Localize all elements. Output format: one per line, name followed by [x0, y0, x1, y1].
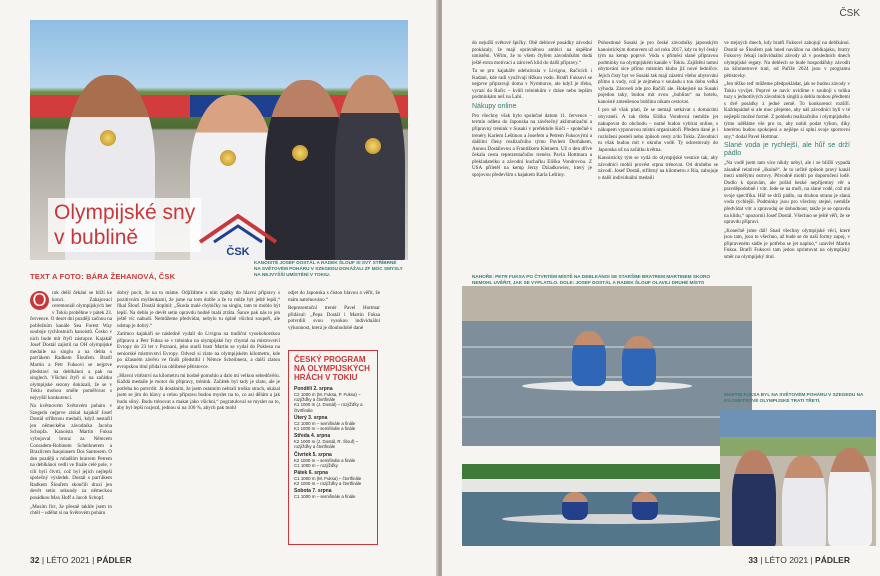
schedule-day: Pondělí 2. srpna [294, 386, 333, 392]
paragraph: „Na vodě jsem tam více nikdy nebyl, ale i se bližší vypadá zásadně relativně „školně“. Je to určitě způsob pravý kanál mezi umělými ostrovy. Původně mohli po doporučení lodě. Dodlo k úpravám, ale pořád hezké nepřijemný věr a pravděpodobně i vítr. Jede se na moři, na slané vodě, což má svoje specifika. Hůř se drží pádlo, na druhou stranu je slaná voda rychlejší. Podmínky jsou pro všechny stejné, nemůže předvídat vítr a zpravodaj se dohodnout, takže je se opravdu na klidu,“ upozornil Josef Dostál. Všechno se ještě věří, že se opravdu připraví. [724, 160, 850, 226]
paragraph: rok delší čekání se blíží ke konci. Zahajovací ceremoniál olympijských her v Tokiu proběhne v pátek 23. července. O deset dní později začnou na pobřežním kanále Sea Forest Way souboje rychlostních kanoistů. Česko v nich bude mít čtyři zástupce. Kajakář Josef Dostál zajistil na OH olympijské medaile na singlu a na debla s parťákem Radkem Šloufem. Bratři Martin a Petr Fuksovi se nejprve představí na deblkánoi a pak na singlech. Všichni čtyři si na začátku olympijské sezony dokázali, že se v Tokiu mohou směle poměřovat s nejvyšší konkurencí. [30, 290, 112, 401]
section-tag: ČSK [839, 8, 860, 19]
schedule-days [294, 386, 372, 500]
water-ripple [462, 416, 752, 418]
right-page [442, 0, 880, 576]
subheading: Nákupy online [472, 102, 517, 110]
issue-label: LÉTO 2021 [46, 555, 90, 565]
paragraph: dobrý pocit, že na to máme. Odjíždíme s ním zpátky do hlavní přípravy s pozitivním myšlenkami, že jsme na tom dobře a že to může být ještě lepší,“ říkal Šlouf. Dostál doplnil: „Škoda malé chybičky na singlu, tam to mohlo být lepší. Na deblu je devět setin opravdu hodně malá ztráta. Šance pak nás to jen ještě víc nabudí. Nemůžeme předvídat, nebylo tu úplně všichni soupeři, ale odstup je dobrý.“ [117, 290, 280, 329]
medal-icon [365, 138, 381, 154]
paragraph: do nejužší světové špičky. Obě deblové posádky závodní prokázaly, že mají oprávněnou ambici na úspěšné umístění. Věřím, že to všem čtyřem závodníkům dodá ještě extra motivaci a zároveň klid do další přípravy.“ [472, 40, 592, 66]
water-ripple [462, 346, 752, 348]
schedule-day: Čtvrtek 5. srpna [294, 451, 332, 458]
schedule-event: K2 1000 m – rozjížďky a čtvrtfinále [294, 481, 362, 487]
subheading: Slané voda je rychlejší, ale hůř se drží pádlo [724, 142, 850, 158]
kayak-photo [462, 464, 752, 546]
schedule-day: Úterý 3. srpna [294, 414, 328, 421]
schedule-day: Pátek 6. srpna [294, 470, 328, 477]
athlete-figure [782, 455, 826, 546]
paddler-figure [562, 492, 588, 520]
paragraph: Ta se pro kajakáře odehrávala v Livignu, Račicích i Kadani, kde radi využívají těžkou vodu. Bratři Fuksovi se nejprve připravují doma v Nymburce, ale když je třeba, vyrazí do Račic – kvůli tréninkům v dráze nebo lepším podmínkám než na Labi. [472, 68, 592, 101]
schedule-event: C2 1000 m – semifinále a finále [294, 420, 356, 426]
page-folio-right: 33 | LÉTO 2021 | PÁDLER [748, 555, 850, 565]
headline-line: Olympijské sny [54, 201, 196, 224]
article-headline [48, 198, 201, 252]
medal-icon [292, 145, 308, 161]
athlete-figure [732, 450, 776, 546]
article-column-r1 [472, 40, 592, 260]
paddler-figure [622, 336, 656, 386]
water-ripple [462, 376, 752, 378]
page-number: 33 [748, 555, 758, 565]
article-column-2 [117, 290, 280, 552]
page-folio-left: 32 | LÉTO 2021 | PÁDLER [30, 555, 132, 565]
photo-caption: MARTIN FUKSA BYL NA SVĚTOVÉM POHÁRU V SZEGEDU NA KILOMETROVÉ OLYMPIJSKÉ TRATI TŘETÍ. [724, 392, 864, 403]
photo-caption: NAHOŘE: PETR FUKSA PO ČTVRTÉM MÍSTĚ NA DEBLKÁNOI SE STARŠÍMI BRATREM MARTINEM SKORO NEMOHL UVĚŘIT, JAK SE VYPLATILO. DOLE: JOSEF DOSTÁL A RADEK ŠLOUF OLAVILI DRUHÉ MÍSTO [472, 274, 711, 285]
paragraph: ve stejných dnech, kdy bratři Fuksovi zabojují na deblkánoi. Dostál se Šloufem pak hned navážou na deblkajaku, bratry Fuksovy čekají individuální závody až v posledních dnech olympijské regaty. Na deblech se bude hospodářsky závodit na kilometrové trati, od Paříže 2024 jsou v programu pětistovky. [724, 40, 850, 79]
paragraph: Zatímco kajakáři se následně vydali do Livigna na tradiční vysokohorskou přípravu a Petr Fuksa se v tréninku na olympijské hry chystal na mistrovství Evropy do 23 let v Poznani, jeho starší bratr Martin se vydal do Poklesu na seniorské mistrovství Evropy. Odvezl si zlato na olympijském kilometru, kde po úžasném závěru ve finiši předstihl i Němce Scheibnera, a další zlatou evropskou titul přidal na oblíbené pětistovce. [117, 331, 280, 371]
schedule-event: C2 1000 m (M. Fuksa, P. Fuksa) – rozjížďky a čtvrtfinále [294, 392, 361, 403]
schedule-event: C1 1000 m – rozjížďky [294, 462, 338, 468]
schedule-title: ČESKÝ PROGRAM NA OLYMPIJSKÝCH HRÁCH V TOKIU [294, 355, 370, 382]
csk-logo-icon [196, 212, 280, 258]
magazine-name: PÁDLER [815, 555, 850, 565]
dropcap: O [30, 291, 49, 310]
magazine-name: PÁDLER [96, 555, 132, 565]
byline: TEXT A FOTO: BÁRA ŽEHANOVÁ, ČSK [30, 272, 176, 281]
paragraph: Pohostinné Susaki je pro české závodníky japonským kanoistickým domovem už od roku 2017, kdy tu byl český tým na kemp poprvé. Voda s příměsí slané přípravou podmínky na olympijském kanále v Tokiu. Zajištění tamní ubytování sice přímo místním klubu již nové ledničce. Jejich čistý byt ve Susaki tak mají zázemí všeho ubytování přímo u vody, což je zejména v souladu s tou dobu velká výhoda. Zároveň zde pro Račičí ale. Hokejisté na Susaki pojedou taky, budou mít svou „bublinu“ na hotelu, kanoisté zmenšenou bublinu nikam cestovat. [598, 40, 718, 105]
article-column-3 [288, 290, 380, 346]
medal-icon [100, 130, 116, 146]
race-photo [462, 286, 752, 446]
paragraph: „Musím říct, že přesně takhle jsem to chtěl – udělat si na Světovém poháru [30, 503, 112, 517]
paddler-figure [572, 331, 606, 386]
left-page [0, 0, 438, 576]
schedule-box [288, 350, 378, 545]
athlete-figure [828, 448, 872, 546]
celebration-photo [720, 410, 876, 546]
page-number: 32 [30, 555, 40, 565]
paragraph: Reprezentační trenér Pavel Hottmar přidával: „Pepa Dostál i Martin Fuksa potvrdili svou vysokou individuální výkonnost, která je dlouhodobě dané [288, 305, 380, 331]
paddler-figure [632, 492, 658, 520]
athlete-figure [335, 75, 405, 260]
schedule-event: C1 1000 m – semifinále a finále [294, 494, 356, 500]
medal-icon [220, 150, 236, 166]
schedule-event: K2 1000 m (J. Dostál, R. Šlouf) – rozjížďky a čtvrtfinále [294, 439, 359, 450]
canoe-icon [522, 381, 692, 391]
headline-line: v bublině [54, 226, 139, 249]
article-column-1 [30, 290, 112, 552]
paragraph: „Jen těžko teď můžeme předpokládat, jak se budou závody v Tokiu vyvíjet. Poprvé se navíc uvidíme v souboji s tolika tuzy s jednotlivých závodních singlů a debla mohou předtemi s dvě posádky z jedné země. To konkurenci rozšíří. Každopádně si ale moc přejeme, aby náš závodníci byli v té nejlepší možné formě. Z pohledu realizačního i olympijského týmu uděláme vše pro to, aby nohli podat výkon, díky kterému budou spokojeni a nejlépe si splní svoje sportovní sny,“ dodal Pavel Hottmar. [724, 81, 850, 140]
kayak-icon [502, 514, 722, 524]
paragraph: I pro ně však platí, že se nemají setkávat s domácími obyvateli. A tak třeba Eliška Vondrová nemůže jet nakupovat do obchodu – nutné budou vybírat online, s nákupem vyponovou místní organizátoři. Předem dané je i rozložení postelí nebo způsob cesty z/do Tokia. Závodníci tu však budou mít v okruhu vodě. Ty odcestovaly do Japonska už na začátku května. [598, 107, 718, 153]
paragraph: Na květnovém Světovém poháru v Szegedu nejprve získal kajakář Josef Dostál stříbrnou medaili, když nestačil jen německého závodníka Jacoba Schopfa. Kanoista Martin Fuksa vybojoval bronz za Němcem Conradem-Robinem Scheibnerem a Brazilcem Isaquiasem Dos Santosem. O den později s mladším bratrem Petrem na deblkánoi vedli ve finále celé pole, v cíli byli čtvrtí, což byl jejich nejlepší společný výsledek. Dostál s parťákem Radkem Šloufem skončili druzí jen devět setin sekundy za německou posádkou Max Hoff a Jacob Schopf. [30, 403, 112, 501]
logo-text: ČSK [226, 246, 250, 258]
paragraph: Kanoistický tým se vydá do olympijské vesnice tak, aby závodníci mohli provést srpna trénovat. Od druhého se závodí. Josef Dostál, střibrný na kilometru z Ria, zabojuje o další individuální medaili [598, 155, 718, 181]
schedule-day: Středa 4. srpna [294, 433, 331, 440]
paragraph: Pro všechny však bylo společné datum 11. července – termín odletu do Japonska na závěrečný aklimatizační a přípravný trénink v Susaki v prefektuře Kóči – společně s trenéry Karlem Leštinou a Josefem a Petrem Fuksovými a dalšími členy realizačního týmu Pavlem Dorňákem, Annou Dostálovou a Františkem Kleinem. Už o den dříve čekala cesta reprezentačního trenéra Pavla Hottmara a překladatelku a závodní kuchařku Eliška Vondrovou. Z USA přiletěl na kemp Jerzy Dziadkowiec, který je spojovou především s kajakem Karla Leštiny. [472, 112, 592, 178]
schedule-event: C1 1000 m (M. Fuksa) – čtvrtfinále [294, 476, 362, 482]
paragraph: „Hlavní vítězství na kilometru mi hodně pomohlo a dalo mi velkou sebedůvěru. Každá medaile je motor do přípravy, trénink. Začátek byl tady je zlato, ale je potřeba ho potvrdit. Já dostáním, že jsem ostatním nebrali trošku strach, ukázal jsem se jim do hlavy a celou přípravu budou myslet na to, co asi dělám a jak budu silný. Budu trénovat a makat jako všichni,“ pogratuloval se myslet na to, aby byl lepší rozjezd, jednou si na 100 %, abych pak mohl [117, 372, 280, 412]
paragraph: „Konečně jsme dál! Snad všechny olympijské věci, které jsou tam, jsou to všechno, až bude se do naší formy zapoj, v připraveném sádle je potřeba se jet naplno,“ uzavřel Martin Fuksa. Bratři Fuksovi tam jedou sprintovat na olympijský směr na olympijský titul. [724, 227, 850, 260]
paragraph: odjet do Japonska s čistou hlavou a věřit, že mám natrénováno.“ [288, 290, 380, 303]
photo-caption: KANOISTÉ JOSEF DOSTÁL A RADEK ŠLOUF SI SVÝ STŘÍBRNÉ NA SVĚTOVÉM POHÁRU V SZEGEDU DOKÁŽALI ZF MOC SMYSLY NA NEJVYŠŠÍ UMÍSTĚNÍ V TOKIU. [254, 260, 403, 277]
schedule-event: K2 1000 m – semifinále a finále [294, 457, 356, 463]
article-column-r2 [598, 40, 718, 270]
schedule-event: K1 1000 m (J. Dostál) – rozjížďky a čtvrtfinále [294, 402, 363, 413]
schedule-day: Sobota 7. srpna [294, 488, 332, 495]
schedule-event: K1 1000 m – semifinále a finále [294, 426, 356, 432]
issue-label: LÉTO 2021 [764, 555, 809, 565]
